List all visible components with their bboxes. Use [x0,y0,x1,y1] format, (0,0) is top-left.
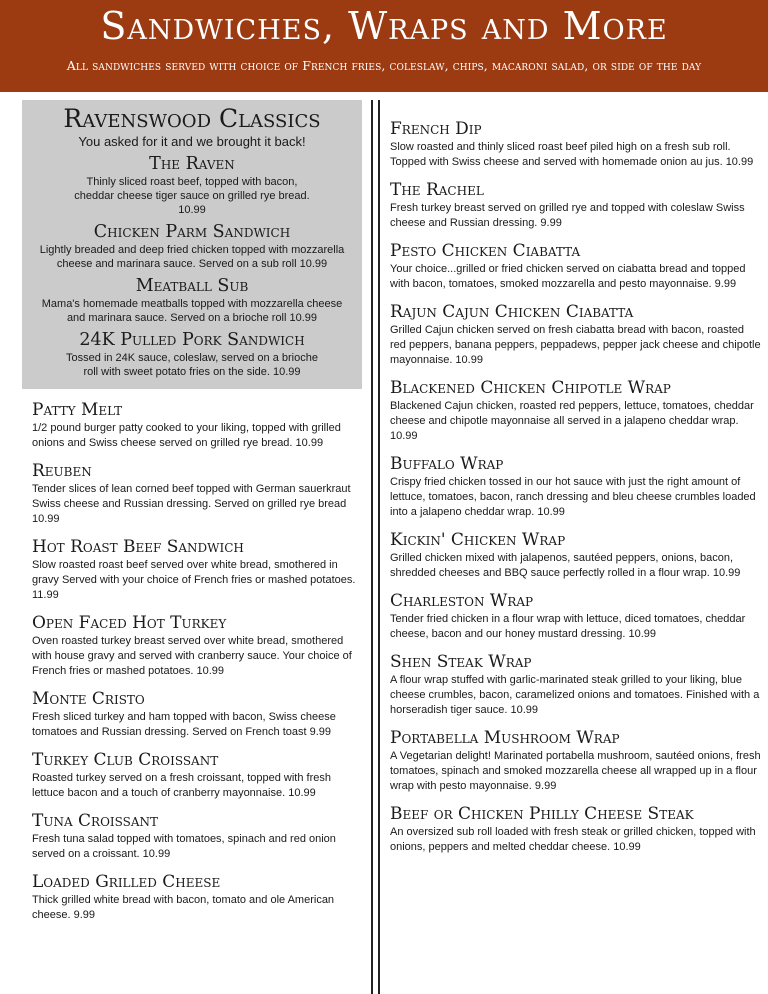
menu-item-name: Blackened Chicken Chipotle Wrap [390,378,671,398]
classic-item-name: The Raven [149,154,235,174]
menu-item [390,803,762,855]
menu-item-name: Tuna Croissant [32,811,159,831]
page-title: Sandwiches, Wraps and More [100,4,668,48]
menu-item-name: Rajun Cajun Chicken Ciabatta [390,302,634,322]
classic-item [22,275,362,325]
menu-item [390,453,762,520]
menu-item-desc: 1/2 pound burger patty cooked to your liking, topped with grilled onions and Swiss cheese served on grilled rye bread. 10.99 [32,422,341,449]
menu-item-name: Pesto Chicken Ciabatta [390,241,581,261]
menu-item-desc: Fresh turkey breast served on grilled rye and topped with coleslaw Swiss cheese and Russian dressing. 9.99 [390,202,745,229]
menu-item-desc: Tender slices of lean corned beef topped with German sauerkraut Swiss cheese and Russian dressing. Served on grilled rye bread 10.99 [32,483,351,525]
menu-item [22,460,362,527]
classic-item [22,329,362,379]
menu-item-desc: Slow roasted roast beef served over white bread, smothered in gravy Served with your choice of French fries or mashed potatoes. 11.99 [32,559,356,601]
classic-item-name: Chicken Parm Sandwich [93,222,291,242]
menu-item-desc: Crispy fried chicken tossed in our hot sauce with just the right amount of lettuce, tomatoes, bacon, ranch dressing and bleu cheese crumbles loaded into a jalapeno cheddar wrap. 10.99 [390,476,756,518]
menu-item [22,399,362,451]
left-column [22,100,362,932]
menu-item [22,810,362,862]
menu-item-name: Loaded Grilled Cheese [32,872,221,892]
menu-item [390,590,762,642]
menu-item [390,301,762,368]
menu-item-desc: Your choice...grilled or fried chicken served on ciabatta bread and topped with bacon, tomatoes, smoked mozzarella and pesto mayonnaise. 9.99 [390,263,746,290]
menu-item-desc: Blackened Cajun chicken, roasted red peppers, lettuce, tomatoes, cheddar cheese and chipotle mayonnaise all served in a jalapeno cheddar wrap. 10.99 [390,400,754,442]
menu-item-desc: Grilled chicken mixed with jalapenos, sautéed peppers, onions, bacon, shredded cheeses and BBQ sauce perfectly rolled in a flour wrap. 10.99 [390,552,741,579]
classic-item-desc: Lightly breaded and deep fried chicken topped with mozzarella cheese and marinara sauce. Served on a sub roll 10.99 [39,244,345,270]
menu-item [22,749,362,801]
menu-item-desc: Fresh sliced turkey and ham topped with bacon, Swiss cheese tomatoes and Russian dressing. Served on French toast 9.99 [32,711,336,738]
column-divider [371,100,380,994]
classic-item-name: Meatball Sub [135,276,249,296]
classics-title: Ravenswood Classics [63,104,321,133]
classic-item-desc: Mama's homemade meatballs topped with mozzarella cheese and marinara sauce. Served on a brioche roll 10.99 [41,298,343,324]
menu-item [390,727,762,794]
menu-item-name: Portabella Mushroom Wrap [390,728,620,748]
menu-item-desc: An oversized sub roll loaded with fresh steak or grilled chicken, topped with onions, peppers and melted cheddar cheese. 10.99 [390,826,756,853]
menu-item-name: Reuben [32,461,92,481]
classic-item [22,153,362,217]
menu-item-name: Shen Steak Wrap [390,652,532,672]
menu-item-name: French Dip [390,119,482,139]
menu-item-desc: Slow roasted and thinly sliced roast beef piled high on a fresh sub roll. Topped with Swiss cheese and served with homemade onion au jus. 10.99 [390,141,754,168]
classic-item-desc: Thinly sliced roast beef, topped with bacon, cheddar cheese tiger sauce on grilled rye bread. 10.99 [74,176,310,216]
menu-header [0,0,768,92]
right-column [390,118,762,864]
menu-item-name: Turkey Club Croissant [32,750,219,770]
menu-item [390,179,762,231]
menu-item-name: Beef or Chicken Philly Cheese Steak [390,804,694,824]
menu-item-desc: Thick grilled white bread with bacon, tomato and ole American cheese. 9.99 [32,894,335,921]
menu-item [22,688,362,740]
menu-item-name: The Rachel [390,180,484,200]
sides-note: All sandwiches served with choice of French fries, coleslaw, chips, macaroni salad, or side of the day [66,58,702,73]
menu-item [22,536,362,603]
menu-item [390,651,762,718]
menu-item [390,529,762,581]
menu-item-name: Hot Roast Beef Sandwich [32,537,244,557]
menu-item-desc: Grilled Cajun chicken served on fresh ciabatta bread with bacon, roasted red peppers, banana peppers, peppadews, pepper jack cheese and chipotle mayonnaise. 10.99 [390,324,761,366]
menu-item-name: Charleston Wrap [390,591,534,611]
menu-item [390,377,762,444]
menu-item [22,871,362,923]
menu-item [22,612,362,679]
menu-item-name: Kickin' Chicken Wrap [390,530,566,550]
menu-item-name: Buffalo Wrap [390,454,504,474]
ravenswood-classics-box [22,100,362,389]
menu-item-desc: Oven roasted turkey breast served over white bread, smothered with house gravy and served with cranberry sauce. Your choice of French fries or mashed potatoes. 10.99 [32,635,352,677]
menu-item-name: Patty Melt [32,400,123,420]
menu-item-desc: Fresh tuna salad topped with tomatoes, spinach and red onion served on a croissant. 10.99 [32,833,336,860]
menu-item-name: Monte Cristo [32,689,145,709]
classic-item-desc: Tossed in 24K sauce, coleslaw, served on a brioche roll with sweet potato fries on the side. 10.99 [66,352,318,378]
menu-item [390,240,762,292]
menu-item-desc: A Vegetarian delight! Marinated portabella mushroom, sautéed onions, fresh tomatoes, spinach and smoked mozzarella cheese all wrapped up in a flour wrap with pesto mayonnaise. 9.99 [390,750,761,792]
menu-item-name: Open Faced Hot Turkey [32,613,227,633]
classics-subtitle: You asked for it and we brought it back! [78,134,306,149]
menu-item-desc: Tender fried chicken in a flour wrap with lettuce, diced tomatoes, cheddar cheese, bacon and our honey mustard dressing. 10.99 [390,613,746,640]
classic-item-name: 24K Pulled Pork Sandwich [79,330,305,350]
menu-item [390,118,762,170]
menu-item-desc: A flour wrap stuffed with garlic-marinated steak grilled to your liking, blue cheese crumbles, bacon, caramelized onions and tomatoes. Finished with a horseradish tiger sauce. 10.99 [390,674,760,716]
classic-item [22,221,362,271]
menu-item-desc: Roasted turkey served on a fresh croissant, topped with fresh lettuce bacon and a touch of cranberry mayonnaise. 10.99 [32,772,331,799]
